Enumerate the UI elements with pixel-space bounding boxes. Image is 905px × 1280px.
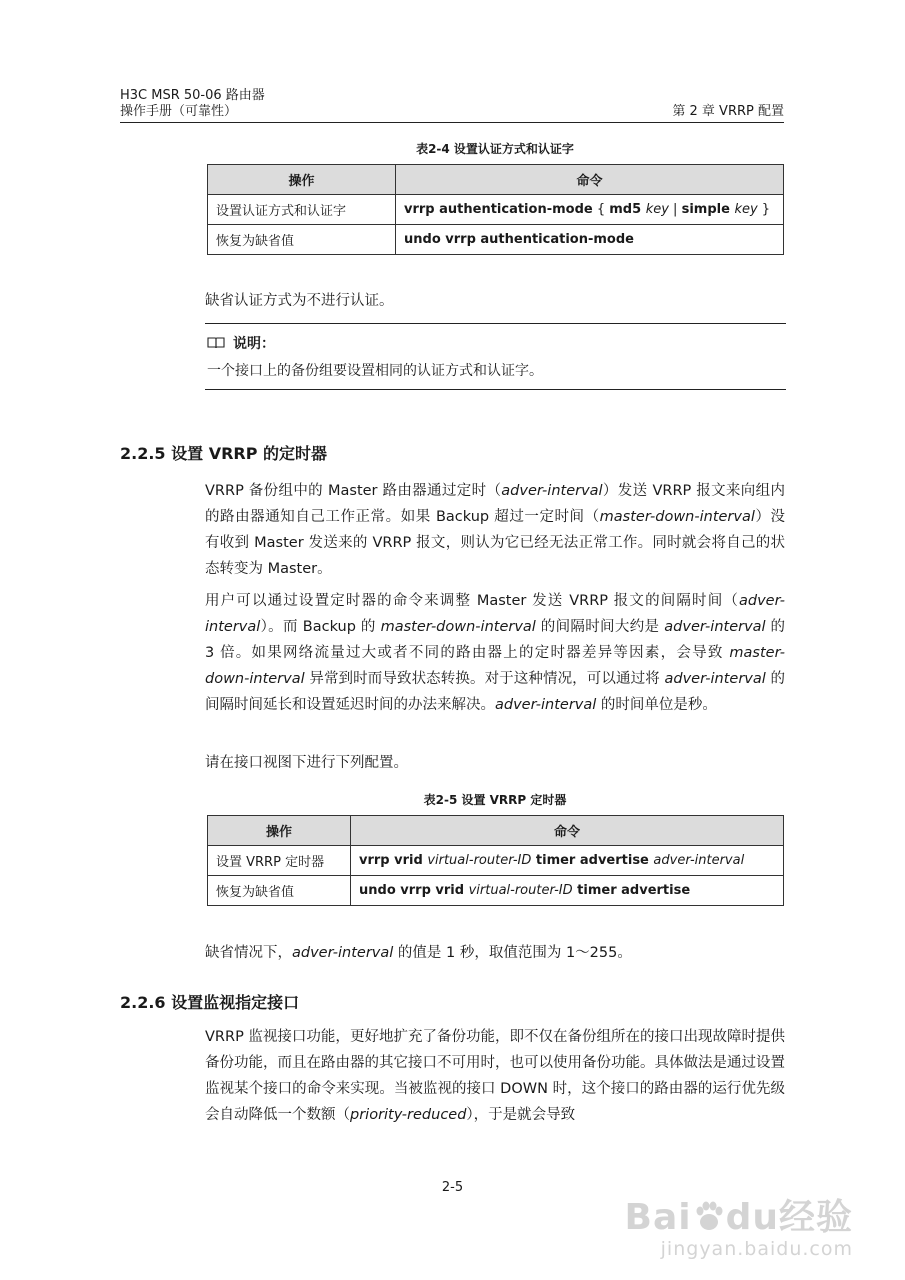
table2-caption: 表2-5 设置 VRRP 定时器 [423,793,567,807]
section-title-226: 2.2.6 设置监视指定接口 [120,993,300,1012]
section-title-225: 2.2.5 设置 VRRP 的定时器 [120,444,328,463]
paw-icon [692,1199,726,1233]
baidu-watermark [625,1189,854,1260]
watermark-url: jingyan.baidu.com [660,1238,853,1260]
header-manual: 操作手册（可靠性） [120,104,238,119]
note-text: 一个接口上的备份组要设置相同的认证方式和认证字。 [207,363,543,379]
note-header [207,333,275,353]
default-timer-text: 缺省情况下，adver-interval 的值是 1 秒，取值范围为 1～255。 [205,945,632,961]
col-op-header: 操作 [208,165,396,195]
table-row [208,846,784,876]
row-cmd: vrrp authentication-mode { md5 key | simple key } [396,195,784,225]
table-row [208,876,784,906]
col-cmd-header: 命令 [396,165,784,195]
note-bottom-rule [205,389,786,390]
watermark-logo: Bai du经验 [624,1197,853,1238]
note-title: 说明： [233,336,275,352]
auth-table [207,164,784,255]
book-icon [207,334,225,346]
table-header-row [208,816,784,846]
row-op: 恢复为缺省值 [208,225,396,255]
row-op: 恢复为缺省值 [208,876,351,906]
section225-para1: VRRP 备份组中的 Master 路由器通过定时（adver-interval）发送 VRRP 报文来向组内的路由器通知自己工作正常。如果 Backup 超过一定时间（master-down-interval）没有收到 Master 发送来的 VRRP 报文，则认为它已经无法正常工作。同时就会将自己的状态转变为 Master。 [205,483,785,577]
section225-para3: 请在接口视图下进行下列配置。 [205,755,408,771]
table-row [208,225,784,255]
table-row [208,195,784,225]
section226-para1: VRRP 监视接口功能，更好地扩充了备份功能，即不仅在备份组所在的接口出现故障时提供备份功能，而且在路由器的其它接口不可用时，也可以使用备份功能。具体做法是通过设置监视某个接口的命令来实现。当被监视的接口 DOWN 时，这个接口的路由器的运行优先级会自动降低一个数额（priority-reduced），于是就会导致 [205,1029,785,1123]
col-op-header: 操作 [208,816,351,846]
header-product: H3C MSR 50-06 路由器 [120,88,265,103]
note-top-rule [205,323,786,324]
row-cmd: undo vrrp vrid virtual-router-ID timer advertise [351,876,784,906]
row-op: 设置 VRRP 定时器 [208,846,351,876]
row-cmd: undo vrrp authentication-mode [396,225,784,255]
col-cmd-header: 命令 [351,816,784,846]
header-rule [120,122,784,123]
section225-para2: 用户可以通过设置定时器的命令来调整 Master 发送 VRRP 报文的间隔时间（adver-interval）。而 Backup 的 master-down-interval 的间隔时间大约是 adver-interval 的 3 倍。如果网络流量过大或者不同的路由器上的定时器差异等因素，会导致 master-down-interval 异常到时而导致状态转换。对于这种情况，可以通过将 adver-interval 的间隔时间延长和设置延迟时间的办法来解决。adver-interval 的时间单位是秒。 [205,593,786,713]
table1-caption: 表2-4 设置认证方式和认证字 [416,142,574,156]
header-chapter: 第 2 章 VRRP 配置 [672,104,784,119]
table-header-row [208,165,784,195]
default-auth-text: 缺省认证方式为不进行认证。 [205,293,394,309]
row-op: 设置认证方式和认证字 [208,195,396,225]
row-cmd: vrrp vrid virtual-router-ID timer advertise adver-interval [351,846,784,876]
timer-table [207,815,784,906]
page-number: 2-5 [441,1180,464,1195]
